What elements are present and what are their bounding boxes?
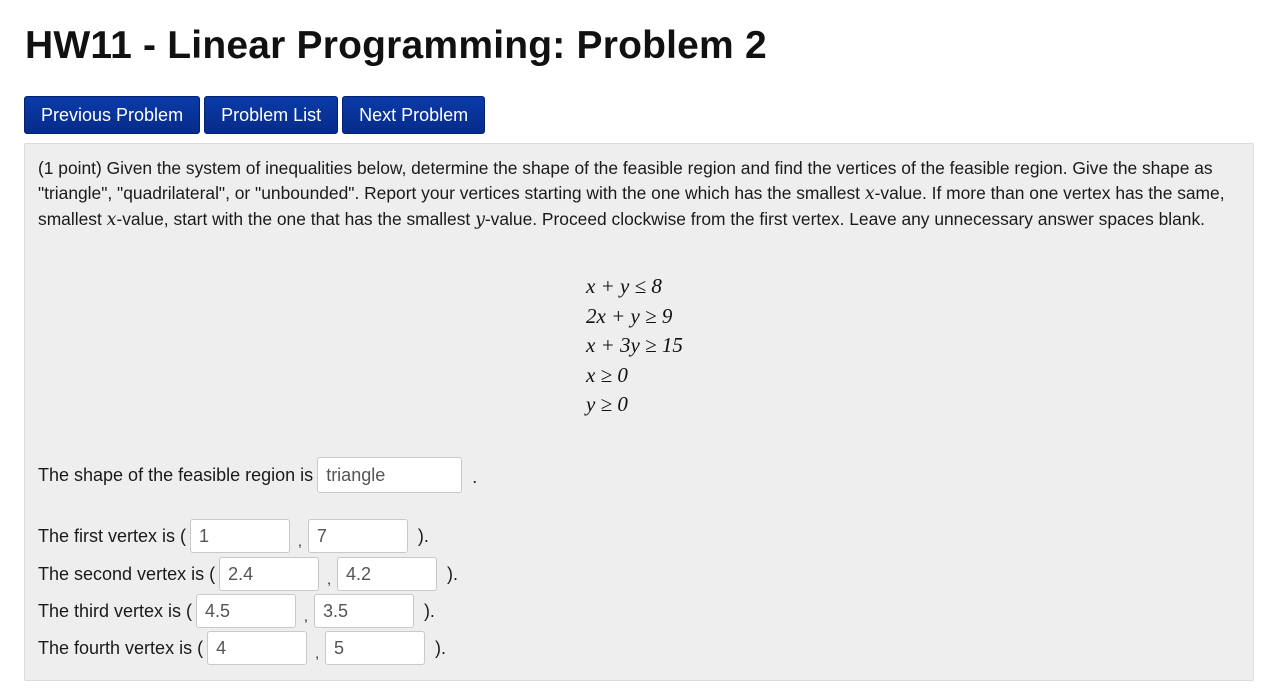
inequality: 2x + y ≥ 9 — [586, 303, 673, 328]
problem-navigation — [24, 96, 485, 134]
statement-text: (1 point) Given the system of inequalities below, determine the shape of the feasible region and find the vertices of the feasible region. Give the shape as "triangle", "quadrilateral", or "unbounded". Report your vertices starting with the one which has the smallest — [38, 158, 1213, 203]
comma: , — [298, 533, 302, 549]
period: . — [472, 466, 478, 487]
vertex-row-1 — [38, 519, 429, 553]
close-paren: ). — [417, 525, 429, 546]
vertex-row-4 — [38, 631, 446, 665]
problem-body — [24, 143, 1254, 681]
close-paren: ). — [446, 563, 458, 584]
inequality-system — [586, 272, 683, 420]
vertex-1-x-input[interactable] — [190, 519, 290, 553]
shape-answer-row — [38, 457, 477, 493]
vertex-row-2 — [38, 557, 458, 591]
statement-text: -value. If more than one vertex has the same, smallest — [38, 183, 1225, 229]
next-problem-button[interactable]: Next Problem — [342, 96, 485, 134]
problem-statement — [38, 156, 1248, 233]
vertex-label: The second vertex is ( — [38, 563, 216, 584]
statement-text: -value, start with the one that has the smallest — [116, 209, 476, 229]
vertex-label: The third vertex is ( — [38, 600, 193, 621]
inequality: y ≥ 0 — [586, 392, 628, 416]
shape-input[interactable] — [317, 457, 462, 493]
inequality: x ≥ 0 — [586, 362, 628, 387]
problem-list-button[interactable]: Problem List — [204, 96, 338, 134]
vertex-row-3 — [38, 594, 435, 628]
vertex-4-x-input[interactable] — [207, 631, 307, 665]
vertex-2-x-input[interactable] — [219, 557, 319, 591]
vertex-4-y-input[interactable] — [325, 631, 425, 665]
inequality: x + y ≤ 8 — [586, 274, 662, 298]
vertex-label: The fourth vertex is ( — [38, 637, 204, 658]
math-variable-x: x — [106, 210, 117, 230]
shape-label: The shape of the feasible region is — [38, 464, 314, 485]
vertex-2-y-input[interactable] — [337, 557, 437, 591]
comma: , — [315, 645, 319, 661]
math-variable-x: x — [864, 184, 875, 204]
previous-problem-button[interactable]: Previous Problem — [24, 96, 200, 134]
math-variable-y: y — [475, 210, 485, 230]
close-paren: ). — [434, 637, 446, 658]
vertex-3-y-input[interactable] — [314, 594, 414, 628]
statement-text: -value. Proceed clockwise from the first vertex. Leave any unnecessary answer spaces blank. — [484, 209, 1206, 229]
vertex-label: The first vertex is ( — [38, 525, 187, 546]
comma: , — [304, 608, 308, 624]
page-title: HW11 - Linear Programming: Problem 2 — [25, 24, 767, 67]
inequality: x + 3y ≥ 15 — [586, 333, 683, 357]
close-paren: ). — [423, 600, 435, 621]
vertex-1-y-input[interactable] — [308, 519, 408, 553]
comma: , — [327, 571, 331, 587]
vertex-3-x-input[interactable] — [196, 594, 296, 628]
